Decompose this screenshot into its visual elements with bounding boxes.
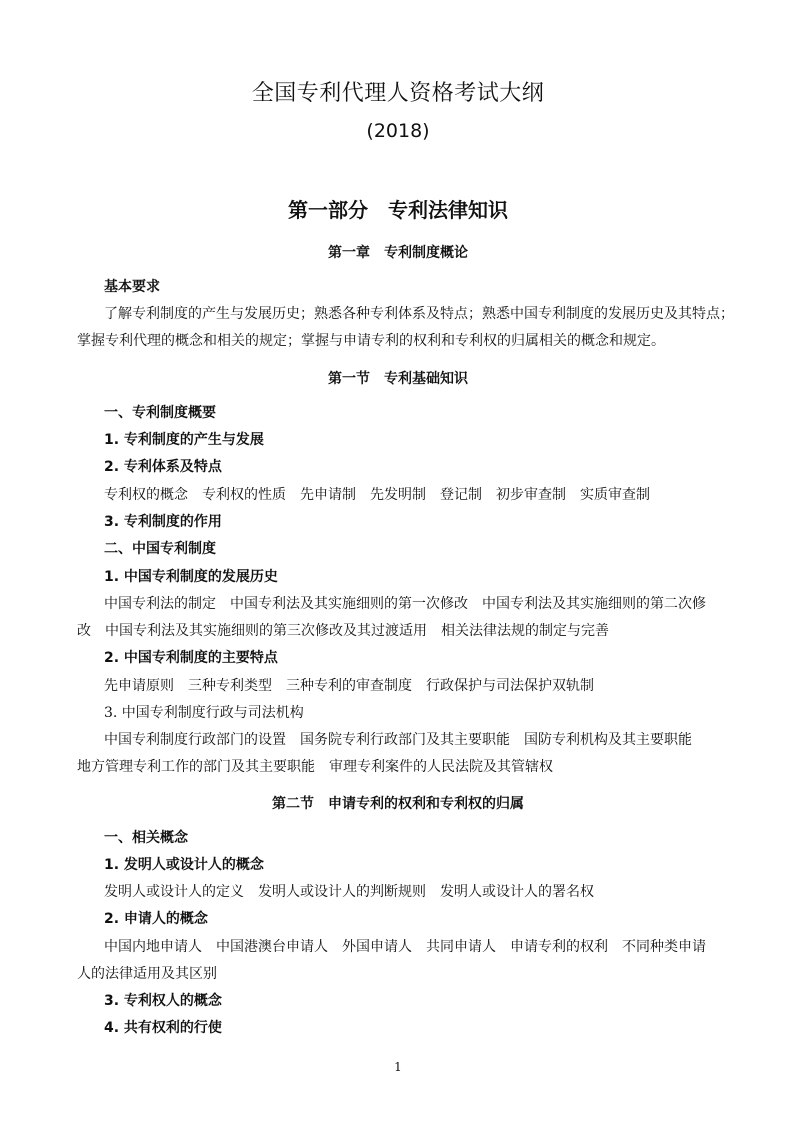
section-2-title: 第二节 申请专利的权利和专利权的归属 (272, 796, 524, 812)
s1-items-2-2: 先申请原则 三种专利类型 三种专利的审查制度 行政保护与司法保护双轨制 (104, 678, 594, 694)
s2-subheading-1-3: 3. 专利权人的概念 (104, 993, 222, 1009)
s1-subheading-1-3: 3. 专利制度的作用 (104, 514, 222, 530)
s1-subheading-1-1: 1. 专利制度的产生与发展 (104, 432, 264, 448)
part-title: 第一部分 专利法律知识 (288, 198, 508, 222)
s2-items-1-2-line-2: 人的法律适用及其区别 (77, 966, 217, 982)
section-1-title: 第一节 专利基础知识 (328, 371, 468, 387)
s1-subheading-2-2: 2. 中国专利制度的主要特点 (104, 650, 278, 666)
s2-subheading-1-2: 2. 申请人的概念 (104, 911, 208, 927)
page-number: 1 (394, 1060, 402, 1074)
s1-items-2-3-line-2: 地方管理专利工作的部门及其主要职能 审理专利案件的人民法院及其管辖权 (77, 759, 553, 775)
s1-subheading-2-1: 1. 中国专利制度的发展历史 (104, 569, 278, 585)
basic-requirements-line-1: 了解专利制度的产生与发展历史；熟悉各种专利体系及特点；熟悉中国专利制度的发展历史及其特点； (104, 306, 734, 322)
s2-items-1-1: 发明人或设计人的定义 发明人或设计人的判断规则 发明人或设计人的署名权 (104, 884, 594, 900)
s1-subheading-2-3: 3. 中国专利制度行政与司法机构 (104, 705, 304, 721)
document-title: 全国专利代理人资格考试大纲 (251, 81, 545, 106)
s2-subheading-1-4: 4. 共有权利的行使 (104, 1020, 222, 1036)
s1-heading-2: 二、中国专利制度 (104, 541, 216, 557)
document-year: (2018) (366, 120, 430, 142)
basic-requirements-line-2: 掌握专利代理的概念和相关的规定；掌握与申请专利的权利和专利权的归属相关的概念和规定。 (77, 333, 665, 349)
s2-heading-1: 一、相关概念 (104, 830, 188, 846)
s1-items-1-2: 专利权的概念 专利权的性质 先申请制 先发明制 登记制 初步审查制 实质审查制 (104, 487, 650, 503)
chapter-title: 第一章 专利制度概论 (328, 245, 468, 261)
s1-heading-1: 一、专利制度概要 (104, 405, 216, 421)
s1-items-2-3-line-1: 中国专利制度行政部门的设置 国务院专利行政部门及其主要职能 国防专利机构及其主要职能 (104, 732, 692, 748)
s2-items-1-2-line-1: 中国内地申请人 中国港澳台申请人 外国申请人 共同申请人 申请专利的权利 不同种类申请 (104, 939, 706, 955)
basic-requirements-heading: 基本要求 (104, 279, 160, 295)
s1-items-2-1-line-1: 中国专利法的制定 中国专利法及其实施细则的第一次修改 中国专利法及其实施细则的第二次修 (104, 596, 706, 612)
s1-items-2-1-line-2: 改 中国专利法及其实施细则的第三次修改及其过渡适用 相关法律法规的制定与完善 (77, 623, 609, 639)
s2-subheading-1-1: 1. 发明人或设计人的概念 (104, 857, 264, 873)
s1-subheading-1-2: 2. 专利体系及特点 (104, 459, 222, 475)
